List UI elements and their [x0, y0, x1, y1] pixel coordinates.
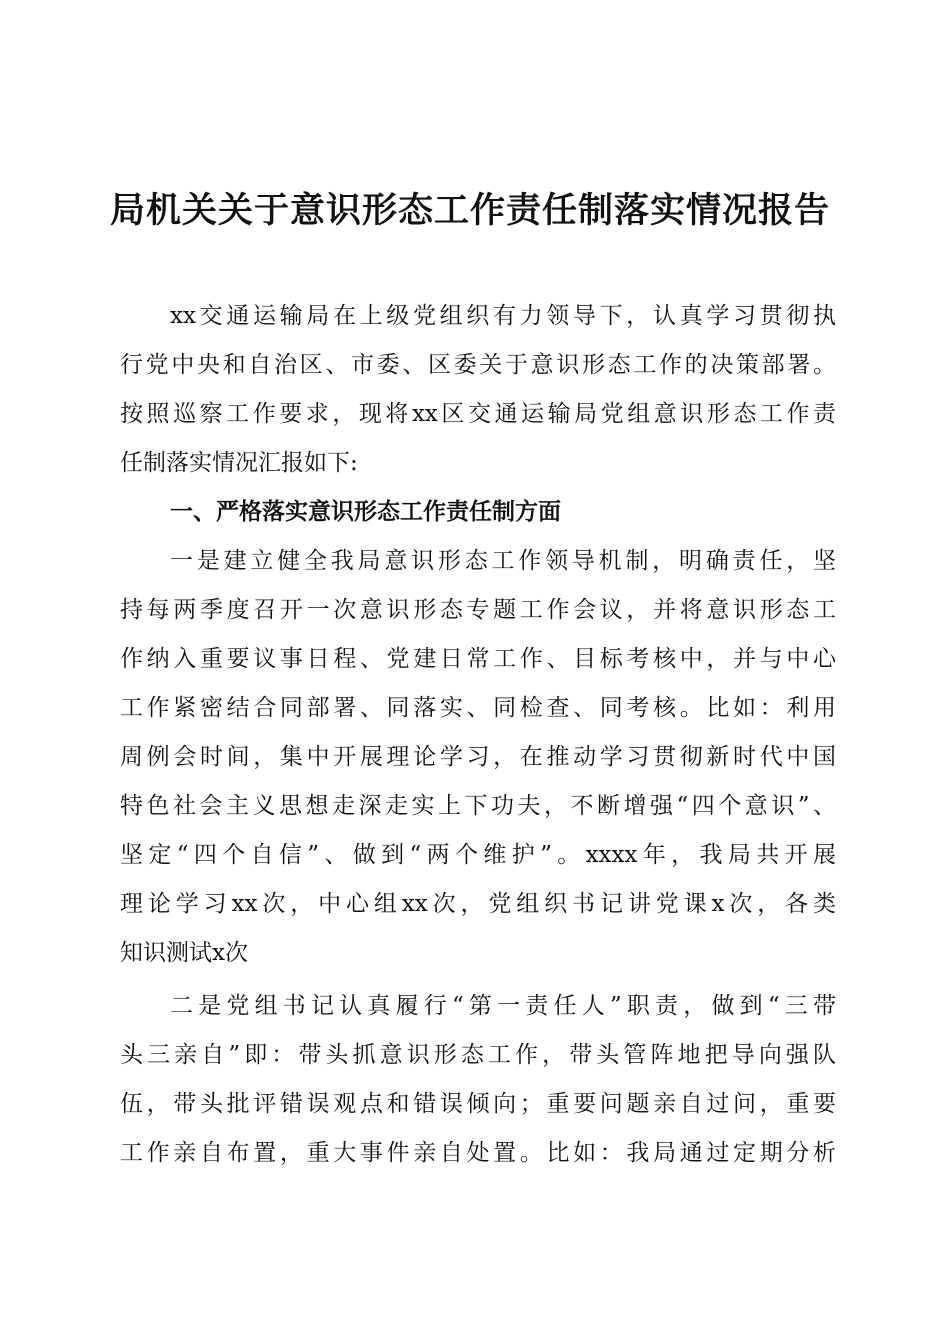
document-body — [120, 292, 836, 1178]
paragraph-second-point — [120, 982, 836, 1178]
paragraph-intro — [120, 292, 836, 488]
paragraph-line: 坚定“四个自信”、做到“两个维护”。xxxx年，我局共开展 — [120, 842, 836, 868]
paragraph-line: 二是党组书记认真履行“第一责任人”职责，做到“三带 — [170, 993, 836, 1019]
section-heading-text: 一、严格落实意识形态工作责任制方面 — [170, 499, 561, 525]
paragraph-line: 持每两季度召开一次意识形态专题工作会议，并将意识形态工 — [120, 597, 836, 623]
paragraph-line: 一是建立健全我局意识形态工作领导机制，明确责任，坚 — [170, 548, 836, 574]
paragraph-line: 知识测试x次 — [120, 940, 248, 966]
paragraph-line: 周例会时间，集中开展理论学习，在推动学习贯彻新时代中国 — [120, 744, 836, 770]
paragraph-line: 按照巡察工作要求，现将xx区交通运输局党组意识形态工作责 — [120, 401, 836, 427]
paragraph-first-point — [120, 537, 836, 978]
section-heading — [120, 488, 836, 537]
paragraph-line: 头三亲自”即：带头抓意识形态工作，带头管阵地把导向强队 — [120, 1042, 836, 1068]
paragraph-line: 任制落实情况汇报如下: — [120, 450, 358, 476]
document-title: 局机关关于意识形态工作责任制落实情况报告 — [109, 191, 830, 231]
paragraph-line: 特色社会主义思想走深走实上下功夫，不断增强“四个意识”、 — [120, 793, 836, 819]
paragraph-line: 工作紧密结合同部署、同落实、同检查、同考核。比如：利用 — [120, 695, 836, 721]
paragraph-line: xx交通运输局在上级党组织有力领导下，认真学习贯彻执 — [170, 303, 836, 329]
paragraph-line: 行党中央和自治区、市委、区委关于意识形态工作的决策部署。 — [120, 352, 836, 378]
paragraph-line: 理论学习xx次，中心组xx次，党组织书记讲党课x次，各类 — [120, 891, 836, 917]
paragraph-line: 伍，带头批评错误观点和错误倾向；重要问题亲自过问，重要 — [120, 1091, 836, 1117]
paragraph-line: 作纳入重要议事日程、党建日常工作、目标考核中，并与中心 — [120, 646, 836, 672]
paragraph-line: 工作亲自布置，重大事件亲自处置。比如：我局通过定期分析 — [120, 1140, 836, 1166]
